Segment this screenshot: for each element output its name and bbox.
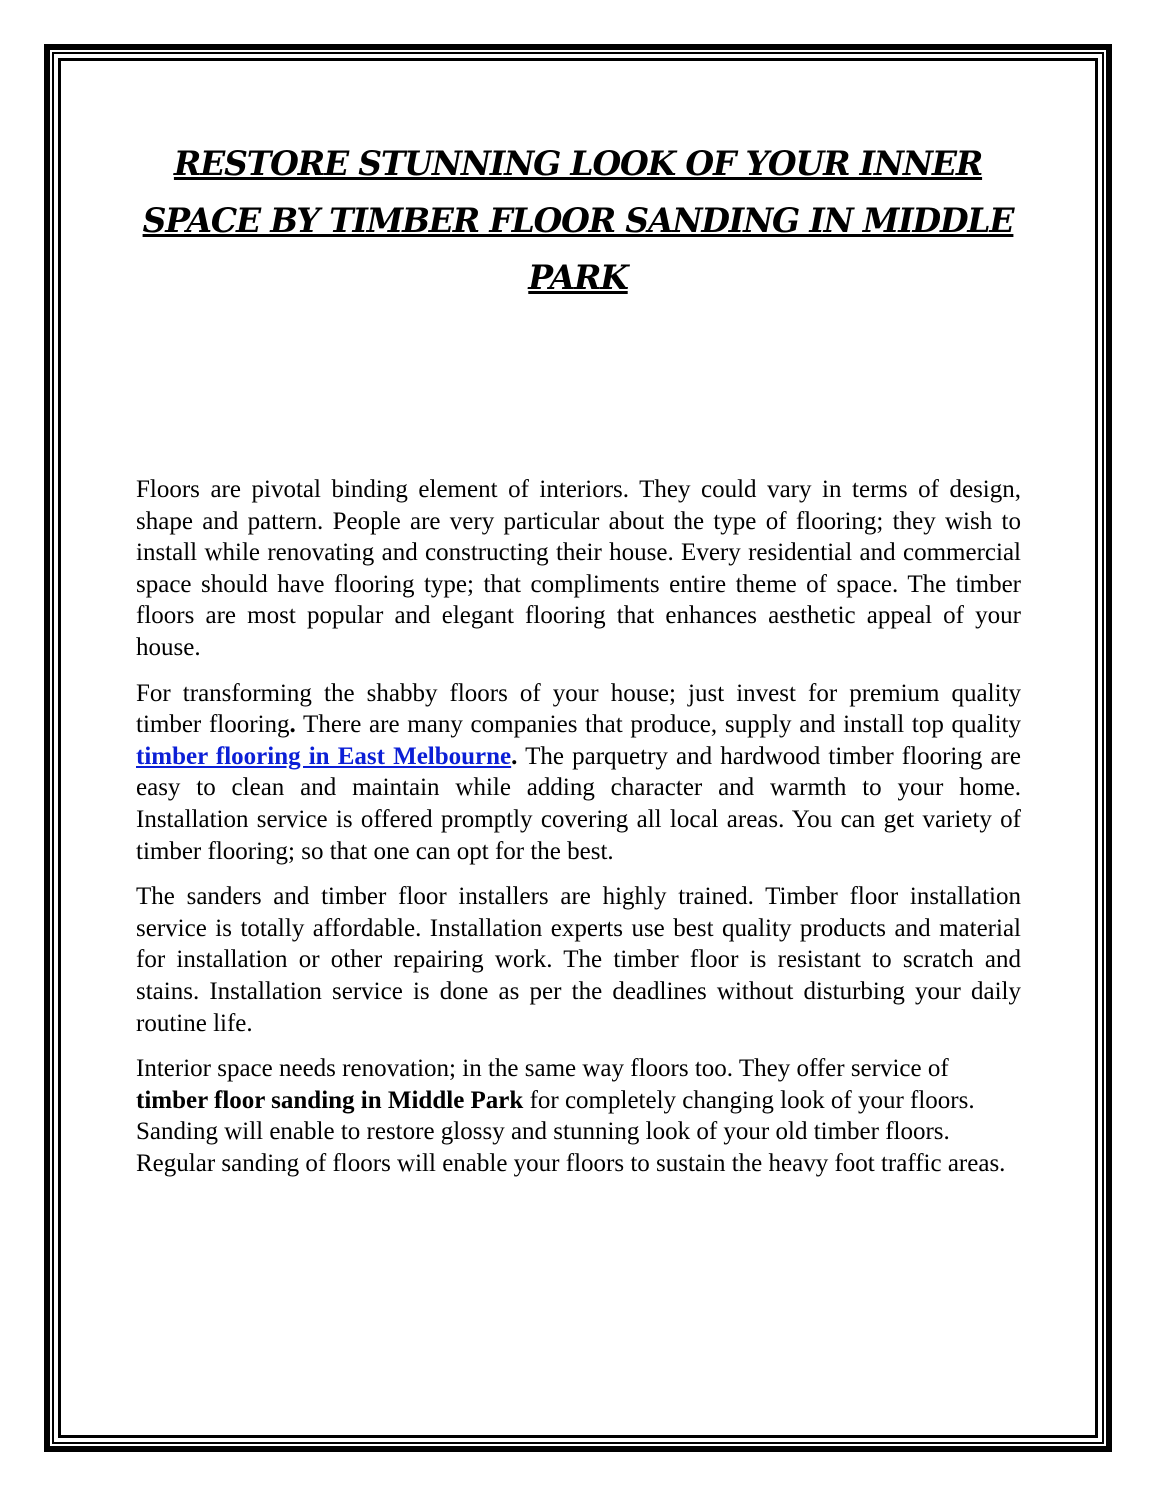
paragraph-sanding-text-2: for completely changing look of your floors. Sanding will enable to restore glossy and stunning look of your old timber floors. Regular sanding of floors will enable your floors to sustain the heavy foot traffic areas. [136, 1086, 1006, 1177]
bold-period-2: . [511, 742, 518, 770]
paragraph-intro: Floors are pivotal binding element of interiors. They could vary in terms of design, shape and pattern. People are very particular about the type of flooring; they wish to install while renovating and constructing their house. Every residential and commercial space should have flooring type; that compliments entire theme of space. The timber floors are most popular and elegant flooring that enhances aesthetic appeal of your house. [136, 476, 1021, 661]
paragraph-sanding [136, 1053, 1021, 1179]
paragraph-transforming [136, 678, 1021, 868]
timber-flooring-east-melbourne-link[interactable]: timber flooring in East Melbourne [136, 742, 512, 770]
paragraph-transforming-text-3: The parquetry and hardwood timber flooring are easy to clean and maintain while adding character and warmth to your home. Installation service is offered promptly covering all local areas. You can get variety of timber flooring; so that one can opt for the best. [136, 742, 1021, 865]
paragraph-installers: The sanders and timber floor installers are highly trained. Timber floor installation service is totally affordable. Installation experts use best quality products and material for installation or other repairing work. The timber floor is resistant to scratch and stains. Installation service is done as per the deadlines without disturbing your daily routine life. [136, 883, 1021, 1037]
document-body [136, 474, 1021, 1193]
paragraph-sanding-text-1: Interior space needs renovation; in the same way floors too. They offer service of [136, 1055, 949, 1083]
timber-floor-sanding-bold: timber floor sanding in Middle Park [136, 1086, 524, 1114]
paragraph-transforming-text-2: There are many companies that produce, supply and install top quality [295, 711, 1021, 739]
paragraph-transforming-text-1: For transforming the shabby floors of your house; just invest for premium quality timber flooring [136, 679, 1021, 739]
document-title: RESTORE STUNNING LOOK OF YOUR INNER SPACE BY TIMBER FLOOR SANDING IN MIDDLE PARK [142, 144, 1014, 298]
bold-period-1: . [289, 711, 296, 739]
